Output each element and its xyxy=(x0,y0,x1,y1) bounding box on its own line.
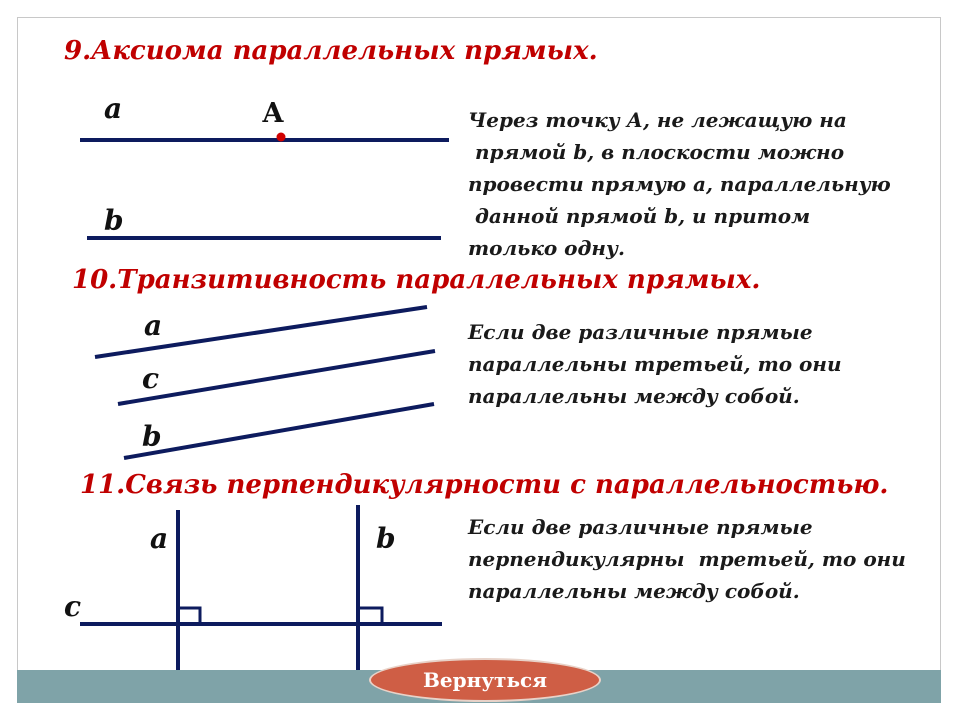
line-c-2 xyxy=(118,351,435,404)
right-angle-mark-a xyxy=(178,608,200,624)
label-line-b-3: b xyxy=(376,522,396,555)
line-b-2 xyxy=(124,404,434,458)
label-line-c-2: c xyxy=(142,362,160,395)
right-angle-mark-b xyxy=(358,608,382,624)
text-transitivity: Если две различные прямые параллельны третьей, то они параллельны между собой. xyxy=(468,320,842,408)
text-axiom-parallel: Через точку А, не лежащую на прямой b, в плоскости можно провести прямую а, параллельную данной прямой b, и притом только одну. xyxy=(468,108,891,260)
label-line-c-3: c xyxy=(64,590,82,623)
label-line-b-2: b xyxy=(142,420,162,453)
heading-transitivity: 10.Транзитивность параллельных прямых. xyxy=(72,265,761,295)
label-line-b-1: b xyxy=(104,204,124,237)
text-perpendicular-parallel: Если две различные прямые перпендикулярны третьей, то они параллельны между собой. xyxy=(468,515,906,603)
back-button[interactable]: Вернуться xyxy=(369,658,601,702)
label-line-a-1: a xyxy=(104,92,123,125)
point-A xyxy=(277,133,286,142)
heading-axiom-parallel: 9.Аксиома параллельных прямых. xyxy=(64,36,598,66)
label-line-a-2: a xyxy=(144,309,163,342)
label-line-a-3: a xyxy=(150,522,169,555)
line-a-2 xyxy=(95,307,427,357)
label-point-A: А xyxy=(262,98,284,129)
heading-perpendicular-parallel: 11.Связь перпендикулярности с параллельностью. xyxy=(80,470,889,500)
